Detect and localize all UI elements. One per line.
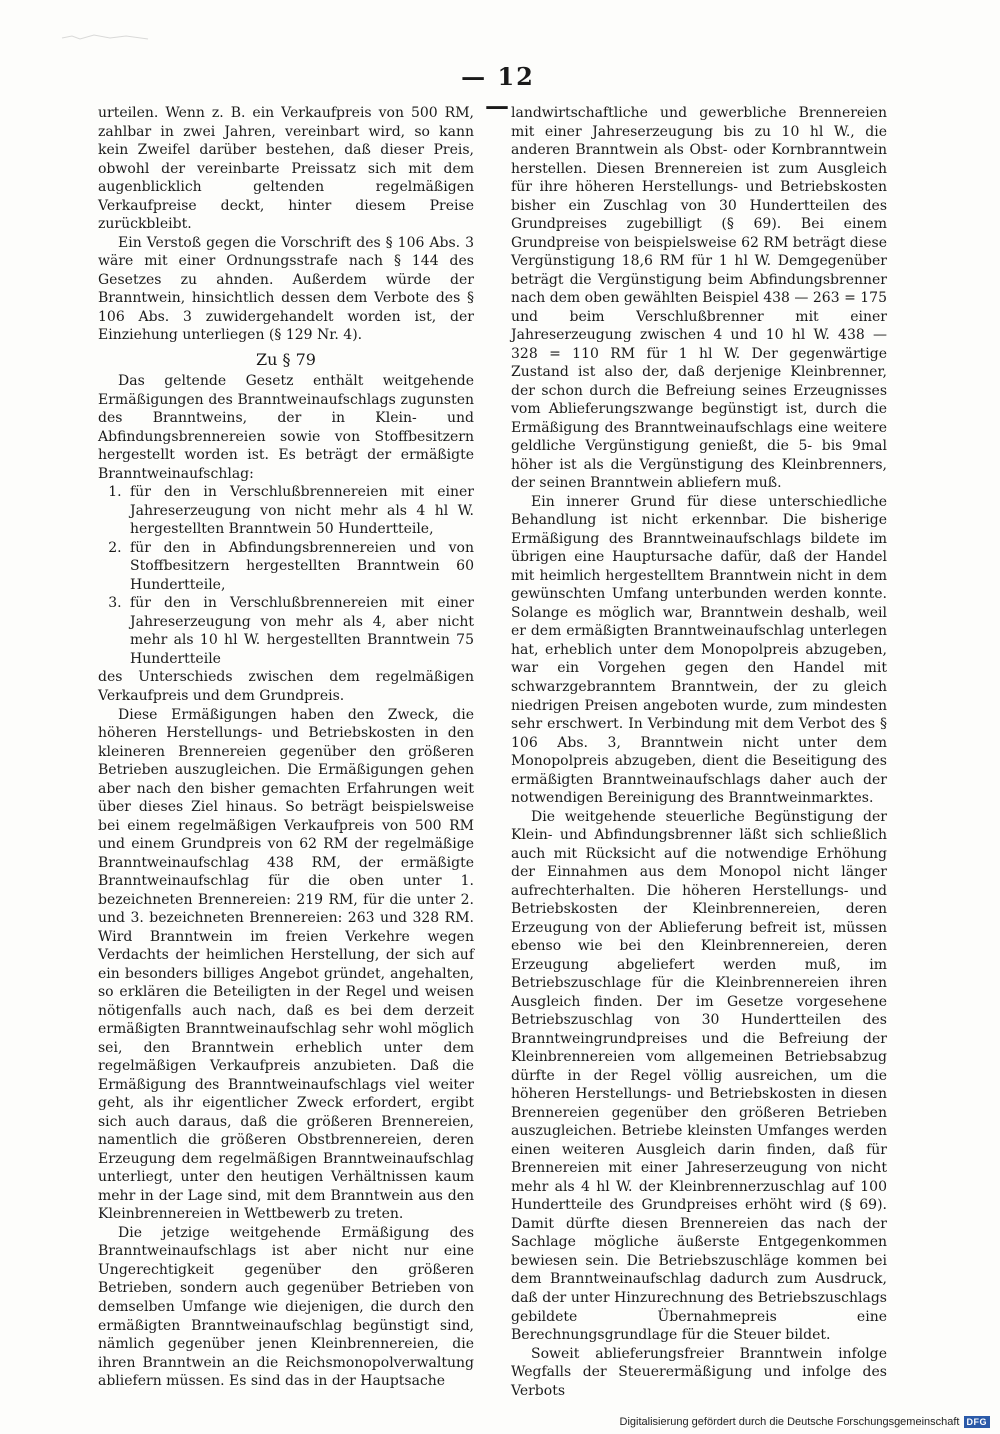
paragraph: urteilen. Wenn z. B. ein Verkaufpreis von 500 RM, zahlbar in zwei Jahren, vereinbart wird, so kann kein Zweifel darüber bestehen, daß dieser Preis, obwohl der vereinbarte Preissatz sich mit dem augenblicklich geltenden regelmäßigen Verkaufpreise deckt, hinter diesem Preise zurückbleibt. — [98, 105, 474, 233]
paragraph: Das geltende Gesetz enthält weitgehende Ermäßigungen des Branntweinaufschlags zugunsten des Branntweins, der in Klein- und Abfindungsbrennereien sowie von Stoffbesitzern hergestellt worden ist. Es beträgt der ermäßigte Branntweinaufschlag: — [98, 373, 474, 482]
right-column — [511, 104, 887, 1400]
paragraph: Die weitgehende steuerliche Begünstigung der Klein- und Abfindungsbrenner läßt sich schließlich auch mit Rücksicht auf die notwendige Erhöhung der Einnahmen aus dem Monopol nicht länger aufrechterhalten. Die höheren Herstellungs- und Betriebskosten der Kleinbrennereien, deren Erzeugung von der Ablieferung befreit ist, müssen ebenso wie bei den Kleinbrennereien, deren Erzeugung abgeliefert werden muß, im Betriebszuschlage für die Kleinbrennereien ihren Ausgleich finden. Der im Gesetze vorgesehene Betriebszuschlag von 30 Hundertteilen des Branntweingrundpreises und die Befreiung der Kleinbrennereien vom allgemeinen Betriebsabzug dürfte in der Regel völlig ausreichen, um die höheren Herstellungs- und Betriebskosten in diesen Brennereien gegenüber den größeren Betrieben auszugleichen. Betriebe kleinsten Umfanges werden einen weiteren Ausgleich darin finden, daß für Brennereien mit einer Jahreserzeugung von nicht mehr als 4 hl W. der Kleinbrennerzuschlag auf 100 Hundertteile des Grundpreises erhöht wird (§ 69). Damit dürfte diesen Brennereien das nach der Sachlage mögliche äußerste Entgegenkommen bewiesen sein. Die Betriebszuschläge kommen bei dem Branntweinaufschlag dadurch zum Ausdruck, daß der unter Hinzurechnung des Betriebszuschlags gebildete Übernahmepreis eine Berechnungsgrundlage für die Steuer bildet. — [511, 808, 887, 1344]
footer-text: Digitalisierung gefördert durch die Deutsche Forschungsgemeinschaft — [619, 1416, 960, 1428]
paragraph: des Unterschieds zwischen dem regelmäßigen Verkaufpreis und dem Grundpreis. — [98, 669, 474, 704]
paragraph: Diese Ermäßigungen haben den Zweck, die höheren Herstellungs- und Betriebskosten in den kleineren Brennereien gegenüber den größeren Betrieben auszugleichen. Die Ermäßigungen gehen aber nach den bisher gemachten Erfahrungen weit über dieses Ziel hinaus. So beträgt beispielsweise bei einem regelmäßigen Verkaufpreis von 500 RM und einem Grundpreis von 62 RM der regelmäßige Branntweinaufschlag 438 RM, der ermäßigte Branntweinaufschlag für die oben unter 1. bezeichneten Brennereien: 219 RM, für die unter 2. und 3. bezeichneten Brennereien: 263 und 328 RM. Wird Branntwein im freien Verkehre wegen Verdachts der heimlichen Herstellung, der sich auf ein besonders billiges Angebot gründet, angehalten, so erklären die Beteiligten in der Regel und weisen nötigenfalls auch nach, daß es bei dem derzeit ermäßigten Branntweinaufschlag sehr wohl möglich sei, den Branntwein erheblich unter dem regelmäßigen Verkaufpreis anzubieten. Daß die Ermäßigung des Branntweinaufschlags viel weiter geht, als ihr eigentlicher Zweck erfordert, ergibt sich auch daraus, daß die größeren Brennereien, namentlich die größeren Obstbrennereien, deren Erzeugung dem regelmäßigen Branntweinaufschlag unterliegt, unter den heutigen Verhältnissen kaum mehr in der Lage sind, mit dem Branntwein aus den Kleinbrennereien in Wettbewerb zu treten. — [98, 706, 474, 1223]
list-item: 2. für den in Abfindungsbrennereien und von Stoffbesitzern hergestellten Branntwein 60 Hundertteile, — [126, 539, 474, 595]
digitization-footer — [620, 1416, 990, 1428]
left-column — [98, 104, 474, 1391]
paragraph: Die jetzige weitgehende Ermäßigung des Branntweinaufschlags ist aber nicht nur eine Ungerechtigkeit gegenüber den größeren Betrieben, sondern auch gegenüber Betrieben von demselben Umfange wie diejenigen, die durch den ermäßigten Branntweinaufschlag begünstigt sind, nämlich gegenüber jenen Kleinbrennereien, die ihren Branntwein an die Reichsmonopolverwaltung abliefern müssen. Es sind das in der Hauptsache — [98, 1224, 474, 1390]
list-item: 3. für den in Verschlußbrennereien mit einer Jahreserzeugung von mehr als 4, aber nicht mehr als 10 hl W. hergestellten Branntwein 75 Hundertteile — [126, 594, 474, 668]
section-heading: Zu § 79 — [256, 349, 316, 369]
paragraph: Ein Verstoß gegen die Vorschrift des § 106 Abs. 3 wäre mit einer Ordnungsstrafe nach § 144 des Gesetzes zu ahnden. Außerdem würde der Branntwein, hinsichtlich dessen dem Verbote des § 106 Abs. 3 zuwidergehandelt worden ist, der Einziehung unterliegen (§ 129 Nr. 4). — [98, 234, 474, 344]
paragraph: Soweit ablieferungsfreier Branntwein infolge Wegfalls der Steuerermäßigung und infolge des Verbots — [511, 1345, 887, 1399]
dfg-logo: DFG — [964, 1416, 991, 1428]
paragraph: landwirtschaftliche und gewerbliche Brennereien mit einer Jahreserzeugung bis zu 10 hl W., die anderen Branntwein als Obst- oder Kornbranntwein herstellen. Diesen Brennereien ist zum Ausgleich für ihre höheren Herstellungs- und Betriebskosten bisher ein Zuschlag von 30 Hundertteilen des Grundpreises zugebilligt (§ 69). Bei einem Grundpreise von beispielsweise 62 RM beträgt diese Vergünstigung 18,6 RM für 1 hl W. Demgegenüber beträgt die Vergünstigung beim Abfindungsbrenner nach dem oben gewählten Beispiel 438 — 263 = 175 und beim Verschlußbrenner mit einer Jahreserzeugung zwischen 4 und 10 hl W. 438 — 328 = 110 RM für 1 hl W. Der gegenwärtige Zustand ist also der, daß derjenige Kleinbrenner, der schon durch die Befreiung seines Erzeugnisses vom Ablieferungszwange begünstigt ist, durch die Ermäßigung des Branntweinaufschlags eine weitere geldliche Vergünstigung genießt, die 5- bis 9mal höher ist als die Vergünstigung des Kleinbrenners, der seinen Branntwein abliefern muß. — [511, 105, 887, 492]
page-number: — 12 — — [461, 62, 535, 120]
scan-artifact — [60, 30, 150, 44]
paragraph: Ein innerer Grund für diese unterschiedliche Behandlung ist nicht erkennbar. Die bisherige Ermäßigung des Branntweinaufschlags bildete im übrigen eine Hauptursache dafür, daß der Handel mit heimlich hergestelltem Branntwein nicht in dem gewünschten Umfang unterbunden werden konnte. Solange es möglich war, Branntwein deshalb, weil er dem ermäßigten Branntweinaufschlag unterlegen hat, erheblich unter dem Monopolpreis abzugeben, war ein Vorgehen gegen den Handel mit schwarzgebranntem Branntwein, der zu gleich niedrigen Preisen angeboten wurde, zum mindesten sehr erschwert. In Verbindung mit dem Verbot des § 106 Abs. 3, Branntwein nicht unter dem Monopolpreis abzugeben, dient die Beseitigung des ermäßigten Branntweinaufschlags daher auch der notwendigen Bereinigung des Branntweinmarktes. — [511, 493, 887, 807]
reduction-list — [98, 483, 474, 668]
list-item: 1. für den in Verschlußbrennereien mit einer Jahreserzeugung von nicht mehr als 4 hl W. hergestellten Branntwein 50 Hundertteile, — [126, 483, 474, 539]
